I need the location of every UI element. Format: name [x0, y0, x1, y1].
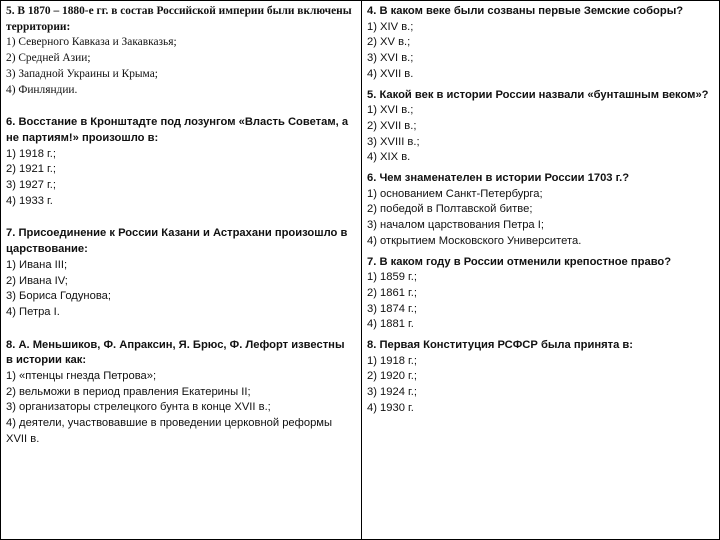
- answer-option: 3) XVI в.;: [367, 52, 414, 65]
- question-title: 4. В каком веке были созваны первые Земские соборы?: [367, 5, 684, 17]
- answer-option: 1) Ивана III;: [6, 258, 68, 271]
- answer-option: 2) 1920 г.;: [367, 370, 417, 383]
- question-block: [367, 4, 715, 83]
- question-block: [367, 338, 715, 417]
- answer-option: 4) 1930 г.: [367, 401, 414, 414]
- answer-option: 3) 1924 г.;: [367, 386, 417, 399]
- left-column: [6, 4, 354, 448]
- answer-option: 4) 1881 г.: [367, 318, 414, 331]
- answer-option: 1) «птенцы гнезда Петрова»;: [6, 370, 157, 383]
- question-block: [6, 226, 354, 320]
- answer-option: 2) Ивана IV;: [6, 274, 68, 287]
- right-column: [367, 4, 715, 417]
- question-title: 8. А. Меньшиков, Ф. Апраксин, Я. Брюс, Ф. Лефорт известны в истории как:: [6, 338, 345, 367]
- question-block: [6, 115, 354, 209]
- answer-option: 4) Финляндии.: [6, 83, 78, 96]
- answer-option: 2) Средней Азии;: [6, 52, 91, 65]
- question-block: [367, 171, 715, 250]
- answer-option: 1) Северного Кавказа и Закавказья;: [6, 36, 177, 49]
- answer-option: 3) началом царствования Петра I;: [367, 219, 544, 232]
- answer-option: 3) организаторы стрелецкого бунта в конце XVII в.;: [6, 401, 271, 414]
- answer-option: 1) XVI в.;: [367, 104, 414, 117]
- answer-option: 1) XIV в.;: [367, 20, 414, 33]
- answer-option: 3) Бориса Годунова;: [6, 290, 111, 303]
- answer-option: 2) 1861 г.;: [367, 286, 417, 299]
- answer-option: 4) 1933 г.: [6, 194, 53, 207]
- answer-option: 4) XVII в.: [367, 67, 414, 80]
- answer-option: 4) XIX в.: [367, 151, 411, 164]
- answer-option: 4) открытием Московского Университета.: [367, 234, 582, 247]
- question-block: [367, 88, 715, 167]
- answer-option: 4) деятели, участвовавшие в проведении церковной реформы XVII в.: [6, 417, 333, 445]
- question-title: 7. Присоединение к России Казани и Астрахани произошло в царствование:: [6, 227, 348, 256]
- question-block: [6, 4, 354, 98]
- question-title: 8. Первая Конституция РСФСР была принята в:: [367, 339, 634, 352]
- answer-option: 2) 1921 г.;: [6, 163, 56, 176]
- question-title: 6. Восстание в Кронштадте под лозунгом «Власть Советам, а не партиям!» произошло в:: [6, 116, 349, 144]
- answer-option: 3) 1874 г.;: [367, 302, 417, 315]
- answer-option: 1) основанием Санкт-Петербурга;: [367, 187, 543, 200]
- question-block: [6, 338, 354, 448]
- question-title: 6. Чем знаменателен в истории России 1703 г.?: [367, 172, 630, 185]
- question-title: 5. Какой век в истории России назвали «бунташным веком»?: [367, 88, 709, 101]
- answer-option: 1) 1859 г.;: [367, 271, 417, 284]
- answer-option: 2) победой в Полтавской битве;: [367, 203, 533, 216]
- answer-option: 1) 1918 г.;: [6, 147, 56, 160]
- answer-option: 4) Петра I.: [6, 305, 60, 318]
- answer-option: 3) XVIII в.;: [367, 135, 420, 148]
- answer-option: 2) вельможи в период правления Екатерины II;: [6, 385, 251, 398]
- answer-option: 2) XVII в.;: [367, 119, 417, 132]
- answer-option: 3) 1927 г.;: [6, 179, 56, 192]
- answer-option: 1) 1918 г.;: [367, 354, 417, 367]
- answer-option: 2) XV в.;: [367, 36, 411, 49]
- column-divider: [361, 1, 362, 539]
- question-title: 5. В 1870 – 1880-е гг. в состав Российской империи были включены территории:: [6, 5, 352, 33]
- answer-option: 3) Западной Украины и Крыма;: [6, 67, 158, 80]
- question-title: 7. В каком году в России отменили крепостное право?: [367, 255, 672, 268]
- question-block: [367, 255, 715, 334]
